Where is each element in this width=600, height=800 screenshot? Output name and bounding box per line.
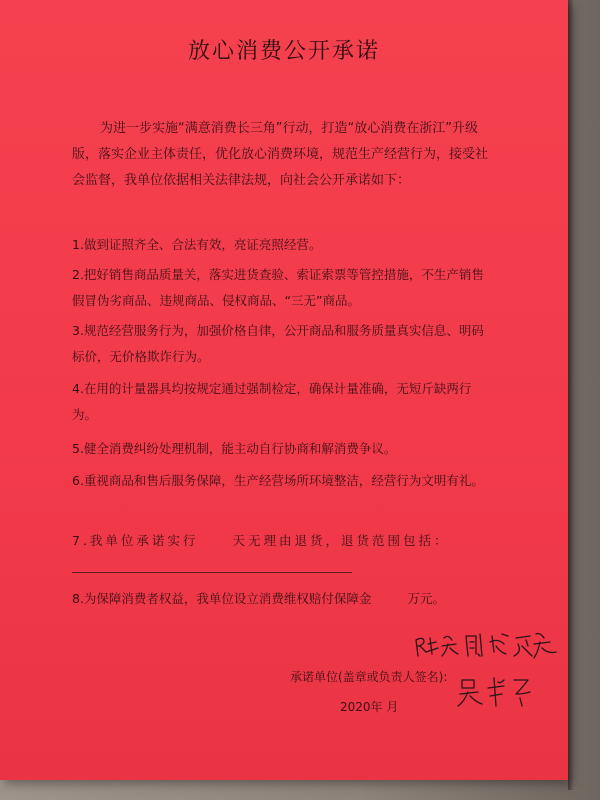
handwritten-signature: [412, 622, 562, 712]
signer-label: 承诺单位(盖章或负责人签名):: [290, 670, 448, 684]
commitment-item-7: [72, 528, 492, 580]
commitment-item-8: [72, 586, 492, 612]
document-title: 放心消费公开承诺: [187, 39, 380, 64]
commitment-item-5: 5.健全消费纠纷处理机制，能主动自行协商和解消费争议。: [72, 441, 397, 456]
commitment-date: 2020年 月: [340, 700, 399, 714]
intro-paragraph: 为进一步实施“满意消费长三角”行动，打造“放心消费在浙江”升级版，落实企业主体责任，优化放心消费环境，规范生产经营行为，接受社会监督，我单位依据相关法律法规，向社会公开承诺如下：: [72, 121, 489, 188]
commitment-item-4: 4.在用的计量器具均按规定通过强制检定，确保计量准确，无短斤缺两行为。: [72, 381, 472, 422]
item-8-suffix: 万元。: [407, 591, 445, 606]
item-8-prefix: 8.为保障消费者权益，我单位设立消费维权赔付保障金: [72, 591, 372, 606]
item-7-prefix: 7.我单位承诺实行: [72, 533, 199, 548]
commitment-item-1: 1.做到证照齐全、合法有效，亮证亮照经营。: [72, 237, 322, 252]
item-7-suffix: 天无理由退货，退货范围包括：: [232, 533, 450, 548]
commitment-item-2: 2.把好销售商品质量关，落实进货查验、索证索票等管控措施，不生产销售假冒伪劣商品、违规商品、侵权商品、“三无”商品。: [72, 267, 484, 308]
return-scope-blank-line: [72, 558, 352, 573]
commitment-item-3: 3.规范经营服务行为，加强价格自律，公开商品和服务质量真实信息、明码标价，无价格欺诈行为。: [72, 323, 484, 364]
sheet-shadow: [568, 0, 574, 790]
days-blank: [198, 533, 232, 545]
commitment-item-6: 6.重视商品和售后服务保障，生产经营场所环境整洁，经营行为文明有礼。: [72, 473, 484, 488]
